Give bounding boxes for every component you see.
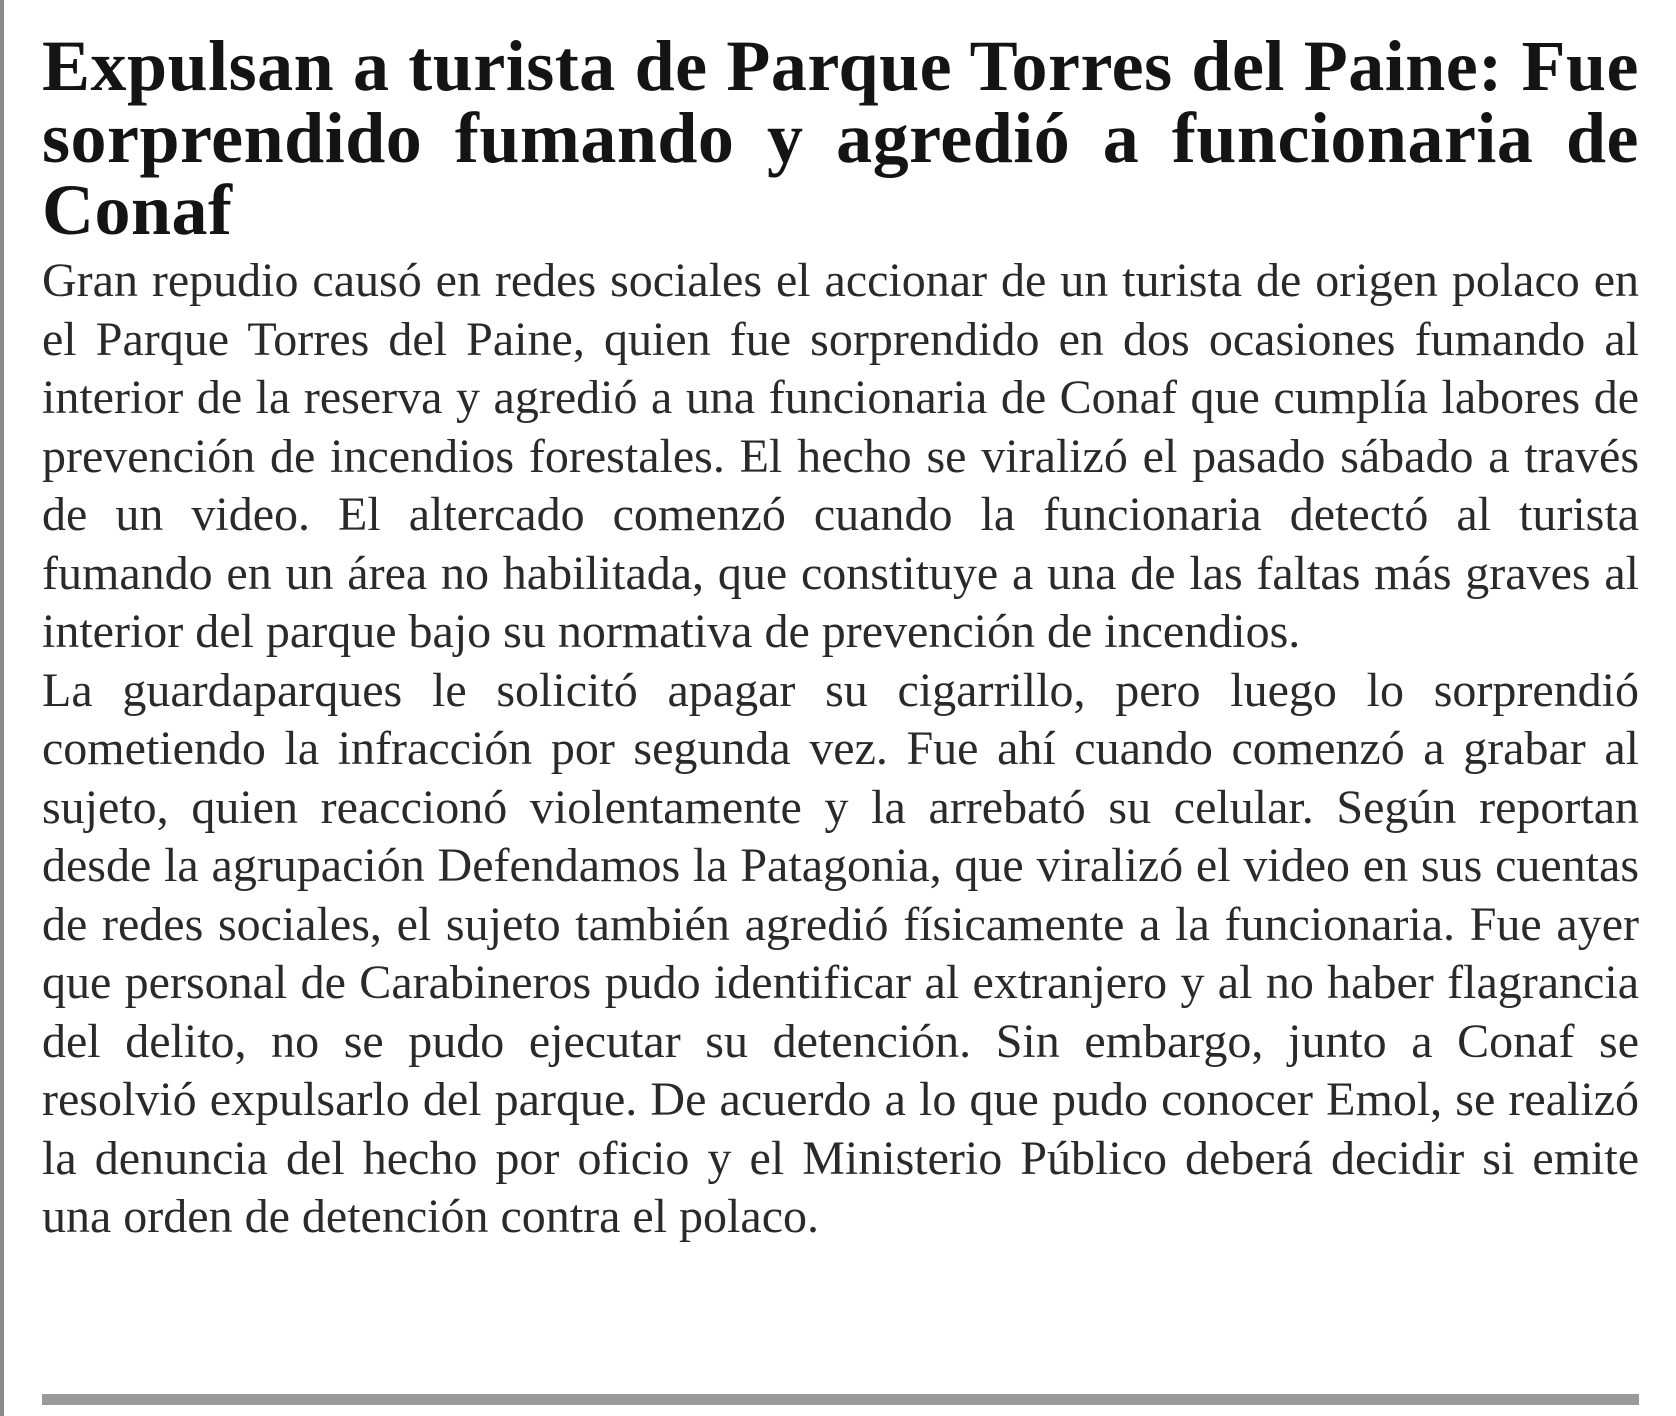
bottom-divider-rule xyxy=(42,1394,1639,1405)
article-paragraph: La guardaparques le solicitó apagar su cigarrillo, pero luego lo sorprendió cometiendo la infracción por segunda vez. Fue ahí cuando comenzó a grabar al sujeto, quien reaccionó violentamente y la arrebató su celular. Según reportan desde la agrupación Defendamos la Patagonia, que viralizó el video en sus cuentas de redes sociales, el sujeto también agredió físicamente a la funcionaria. Fue ayer que personal de Carabineros pudo identificar al extranjero y al no haber flagrancia del delito, no se pudo ejecutar su detención. Sin embargo, junto a Conaf se resolvió expulsarlo del parque. De acuerdo a lo que pudo conocer Emol, se realizó la denuncia del hecho por oficio y el Ministerio Público deberá decidir si emite una orden de detención contra el polaco. xyxy=(42,663,1639,1243)
article-body xyxy=(42,252,1639,1247)
left-column-rule xyxy=(0,0,4,1416)
article-headline: Expulsan a turista de Parque Torres del Paine: Fue sorprendido fumando y agredió a funcionaria de Conaf xyxy=(42,26,1639,250)
news-article xyxy=(42,26,1639,1247)
article-paragraph: Gran repudio causó en redes sociales el accionar de un turista de origen polaco en el Parque Torres del Paine, quien fue sorprendido en dos ocasiones fumando al interior de la reserva y agredió a una funcionaria de Conaf que cumplía labores de prevención de incendios forestales. El hecho se viralizó el pasado sábado a través de un video. El altercado comenzó cuando la funcionaria detectó al turista fumando en un área no habilitada, que constituye a una de las faltas más graves al interior del parque bajo su normativa de prevención de incendios. xyxy=(42,254,1639,658)
